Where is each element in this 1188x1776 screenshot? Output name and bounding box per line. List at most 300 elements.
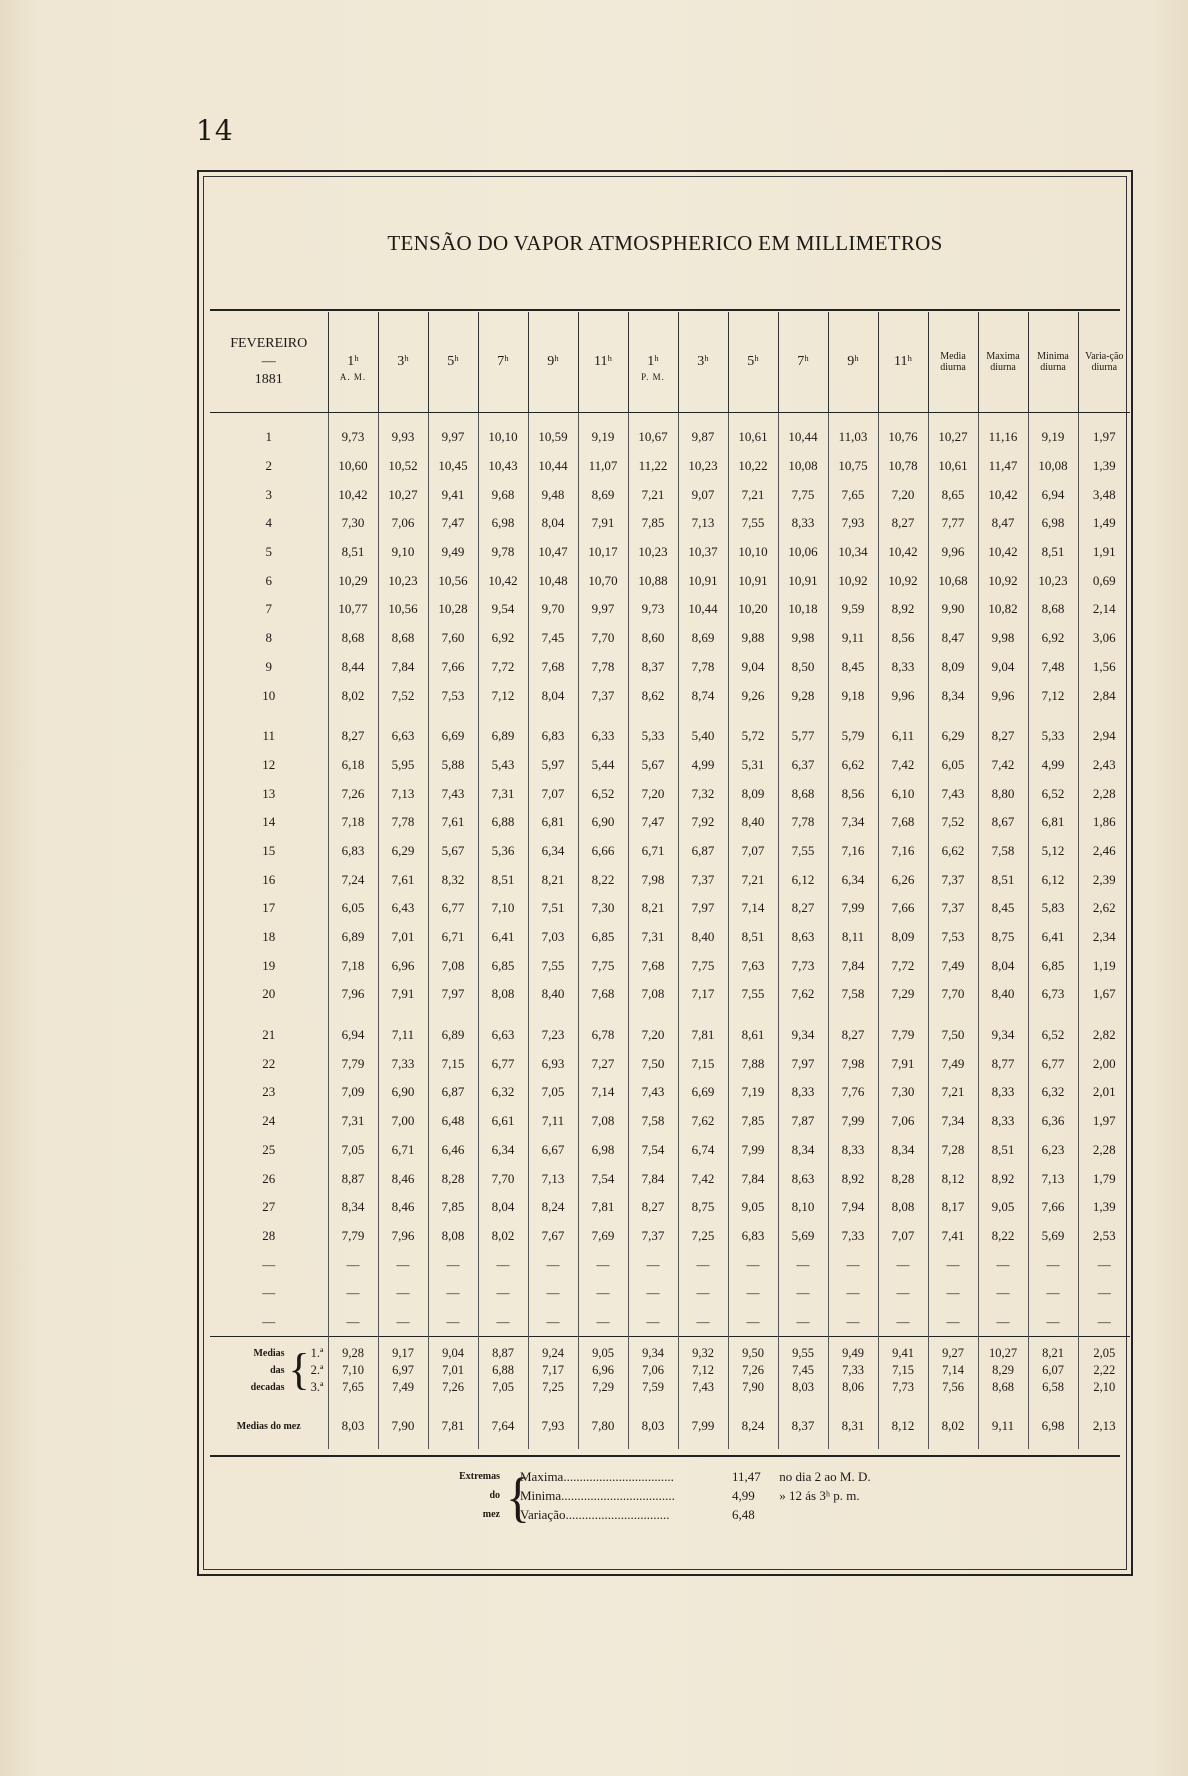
- value-cell: 7,37: [628, 1222, 678, 1251]
- value-cell: 6,32: [1028, 1078, 1078, 1107]
- table-row: [210, 1250, 1130, 1279]
- value-cell: 7,42: [978, 751, 1028, 780]
- value-cell: 6,88: [478, 808, 528, 837]
- value-cell: 8,40: [728, 808, 778, 837]
- value-cell: 5,33: [1028, 722, 1078, 751]
- value-cell: 9,07: [678, 480, 728, 509]
- value-cell: 7,84: [628, 1164, 678, 1193]
- value-cell: 7,28: [928, 1136, 978, 1165]
- value-cell: 8,62: [628, 681, 678, 710]
- value-cell: —: [678, 1250, 728, 1279]
- value-cell: 6,89: [428, 1021, 478, 1050]
- value-cell: 9,96: [878, 681, 928, 710]
- value-cell: 9,70: [528, 595, 578, 624]
- value-cell: 10,37: [678, 538, 728, 567]
- extremes-rows: [520, 1467, 871, 1524]
- value-cell: 7,06: [878, 1107, 928, 1136]
- value-cell: —: [878, 1279, 928, 1308]
- value-cell: 6,62: [928, 837, 978, 866]
- value-cell: 10,70: [578, 566, 628, 595]
- value-cell: 7,32: [678, 779, 728, 808]
- value-cell: 8,33: [978, 1078, 1028, 1107]
- value-cell: 7,37: [928, 894, 978, 923]
- value-cell: 9,28: [778, 681, 828, 710]
- value-cell: 10,27: [928, 413, 978, 452]
- table-row: [210, 566, 1130, 595]
- value-cell: 10,78: [878, 452, 928, 481]
- month-mean-cell: 8,03: [328, 1403, 378, 1449]
- value-cell: 8,80: [978, 779, 1028, 808]
- value-cell: —: [428, 1279, 478, 1308]
- value-cell: 8,21: [628, 894, 678, 923]
- value-cell: 7,30: [578, 894, 628, 923]
- value-cell: 10,08: [778, 452, 828, 481]
- value-cell: 7,94: [828, 1193, 878, 1222]
- table-row: [210, 681, 1130, 710]
- value-cell: 7,70: [928, 980, 978, 1009]
- value-cell: 8,40: [678, 923, 728, 952]
- value-cell: 10,88: [628, 566, 678, 595]
- value-cell: 8,27: [628, 1193, 678, 1222]
- month-extremes: [210, 1455, 1120, 1528]
- value-cell: 1,67: [1078, 980, 1130, 1009]
- value-cell: 7,66: [878, 894, 928, 923]
- value-cell: 7,08: [628, 980, 678, 1009]
- value-cell: 6,77: [478, 1049, 528, 1078]
- decade-mean-cell: [528, 1337, 578, 1404]
- month-mean-cell: 8,31: [828, 1403, 878, 1449]
- value-cell: 6,98: [1028, 509, 1078, 538]
- value-cell: 7,07: [728, 837, 778, 866]
- value-cell: 8,02: [478, 1222, 528, 1251]
- value-cell: 6,63: [478, 1021, 528, 1050]
- value-cell: —: [778, 1250, 828, 1279]
- hour-header-1am: 1ʰ A. M.: [328, 312, 378, 413]
- value-cell: 10,61: [928, 452, 978, 481]
- table-row: [210, 951, 1130, 980]
- value-cell: 9,59: [828, 595, 878, 624]
- decade-mean-value: 9,41: [892, 1345, 914, 1360]
- decade-mean-cell: [1028, 1337, 1078, 1404]
- extreme-row-variacao: [520, 1505, 871, 1524]
- value-cell: 7,05: [528, 1078, 578, 1107]
- am-label: A. M.: [339, 372, 367, 382]
- value-cell: 6,98: [578, 1136, 628, 1165]
- value-cell: 8,60: [628, 624, 678, 653]
- value-cell: 5,33: [628, 722, 678, 751]
- decade-mean-value: 7,01: [442, 1362, 464, 1377]
- value-cell: 10,60: [328, 452, 378, 481]
- value-cell: 9,04: [978, 653, 1028, 682]
- value-cell: 10,23: [628, 538, 678, 567]
- value-cell: 7,87: [778, 1107, 828, 1136]
- value-cell: 7,37: [928, 865, 978, 894]
- value-cell: 10,77: [328, 595, 378, 624]
- decade-mean-value: 7,26: [742, 1362, 764, 1377]
- value-cell: 7,75: [578, 951, 628, 980]
- decade-means-label: Medias das decadas { 1.ª 2.ª 3.ª: [210, 1337, 328, 1404]
- value-cell: 7,66: [428, 653, 478, 682]
- value-cell: —: [578, 1279, 628, 1308]
- month-dash: —: [261, 354, 276, 369]
- value-cell: —: [378, 1279, 428, 1308]
- day-cell: 19: [262, 957, 276, 973]
- value-cell: 5,69: [1028, 1222, 1078, 1251]
- value-cell: 10,75: [828, 452, 878, 481]
- value-cell: 7,55: [778, 837, 828, 866]
- value-cell: 9,41: [428, 480, 478, 509]
- decade-mean-cell: [678, 1337, 728, 1404]
- value-cell: 8,68: [328, 624, 378, 653]
- value-cell: 1,49: [1078, 509, 1130, 538]
- value-cell: 8,61: [728, 1021, 778, 1050]
- value-cell: 7,50: [928, 1021, 978, 1050]
- day-cell: 23: [262, 1084, 276, 1100]
- value-cell: 8,51: [728, 923, 778, 952]
- value-cell: 9,19: [1028, 413, 1078, 452]
- value-cell: 1,97: [1078, 1107, 1130, 1136]
- value-cell: 7,16: [878, 837, 928, 866]
- table-row: [210, 480, 1130, 509]
- value-cell: 6,85: [478, 951, 528, 980]
- decade-mean-value: 9,27: [942, 1345, 964, 1360]
- value-cell: 8,40: [978, 980, 1028, 1009]
- value-cell: —: [1028, 1308, 1078, 1337]
- value-cell: 7,45: [528, 624, 578, 653]
- decade-mean-cell: [378, 1337, 428, 1404]
- value-cell: —: [678, 1279, 728, 1308]
- day-cell: 4: [265, 515, 272, 531]
- value-cell: 8,46: [378, 1193, 428, 1222]
- extremes-brace: {: [506, 1465, 530, 1528]
- month-header: [210, 312, 328, 413]
- value-cell: —: [778, 1308, 828, 1337]
- value-cell: 7,79: [328, 1222, 378, 1251]
- value-cell: 7,09: [328, 1078, 378, 1107]
- value-cell: —: [528, 1279, 578, 1308]
- value-cell: 8,63: [778, 1164, 828, 1193]
- value-cell: —: [728, 1279, 778, 1308]
- year-label: 1881: [254, 372, 283, 387]
- extreme-name: Variação................................: [520, 1507, 670, 1522]
- value-cell: 5,72: [728, 722, 778, 751]
- value-cell: 6,26: [878, 865, 928, 894]
- value-cell: 7,34: [828, 808, 878, 837]
- value-cell: 9,49: [428, 538, 478, 567]
- value-cell: 9,93: [378, 413, 428, 452]
- value-cell: 7,75: [778, 480, 828, 509]
- value-cell: 7,88: [728, 1049, 778, 1078]
- value-cell: 8,04: [978, 951, 1028, 980]
- value-cell: 6,90: [578, 808, 628, 837]
- value-cell: 6,90: [378, 1078, 428, 1107]
- value-cell: 8,74: [678, 681, 728, 710]
- value-cell: 6,52: [1028, 1021, 1078, 1050]
- day-cell: 9: [265, 658, 272, 674]
- value-cell: 7,99: [728, 1136, 778, 1165]
- value-cell: —: [1078, 1308, 1130, 1337]
- value-cell: 7,43: [628, 1078, 678, 1107]
- value-cell: 8,51: [328, 538, 378, 567]
- month-mean-cell: 8,03: [628, 1403, 678, 1449]
- value-cell: 6,77: [1028, 1049, 1078, 1078]
- decade-mean-value: 6,07: [1042, 1362, 1064, 1377]
- value-cell: 7,07: [878, 1222, 928, 1251]
- value-cell: 7,19: [728, 1078, 778, 1107]
- value-cell: 6,52: [1028, 779, 1078, 808]
- value-cell: 9,73: [628, 595, 678, 624]
- table-row: [210, 980, 1130, 1009]
- decade-means-row: [210, 1337, 1130, 1404]
- value-cell: 7,84: [378, 653, 428, 682]
- value-cell: 1,56: [1078, 653, 1130, 682]
- value-cell: 6,41: [478, 923, 528, 952]
- value-cell: 7,31: [328, 1107, 378, 1136]
- value-cell: 7,97: [678, 894, 728, 923]
- value-cell: 8,33: [778, 509, 828, 538]
- decade-mean-value: 7,26: [442, 1379, 464, 1394]
- value-cell: 7,14: [728, 894, 778, 923]
- value-cell: 8,67: [978, 808, 1028, 837]
- value-cell: 7,52: [378, 681, 428, 710]
- decade-mean-cell: [478, 1337, 528, 1404]
- value-cell: 6,92: [478, 624, 528, 653]
- value-cell: 8,63: [778, 923, 828, 952]
- day-cell: 24: [262, 1113, 276, 1129]
- value-cell: 7,11: [378, 1021, 428, 1050]
- value-cell: —: [378, 1250, 428, 1279]
- value-cell: 8,92: [878, 595, 928, 624]
- value-cell: 7,73: [778, 951, 828, 980]
- value-cell: 7,33: [828, 1222, 878, 1251]
- value-cell: 6,85: [1028, 951, 1078, 980]
- value-cell: 9,78: [478, 538, 528, 567]
- value-cell: 11,22: [628, 452, 678, 481]
- value-cell: 6,33: [578, 722, 628, 751]
- value-cell: 9,96: [928, 538, 978, 567]
- value-cell: 7,43: [428, 779, 478, 808]
- value-cell: 7,27: [578, 1049, 628, 1078]
- value-cell: 1,91: [1078, 538, 1130, 567]
- value-cell: 8,92: [978, 1164, 1028, 1193]
- value-cell: 5,95: [378, 751, 428, 780]
- value-cell: 7,78: [578, 653, 628, 682]
- value-cell: 6,52: [578, 779, 628, 808]
- decade-mean-value: 9,32: [692, 1345, 714, 1360]
- day-cell: 26: [262, 1170, 276, 1186]
- table-row: [210, 452, 1130, 481]
- value-cell: 4,99: [678, 751, 728, 780]
- value-cell: 2,00: [1078, 1049, 1130, 1078]
- value-cell: 8,50: [778, 653, 828, 682]
- value-cell: 6,41: [1028, 923, 1078, 952]
- decade-mean-value: 2,10: [1093, 1379, 1116, 1394]
- pm-label: P. M.: [641, 372, 665, 382]
- decade-mean-value: 10,27: [988, 1345, 1018, 1360]
- value-cell: 10,18: [778, 595, 828, 624]
- value-cell: 10,42: [878, 538, 928, 567]
- decade-mean-value: 7,06: [642, 1362, 664, 1377]
- decade-mean-cell: [578, 1337, 628, 1404]
- value-cell: 8,69: [578, 480, 628, 509]
- table-row: [210, 538, 1130, 567]
- value-cell: 10,45: [428, 452, 478, 481]
- value-cell: 7,68: [528, 653, 578, 682]
- value-cell: 6,05: [328, 894, 378, 923]
- hour-header-5am: 5ʰ: [428, 312, 478, 413]
- value-cell: 6,67: [528, 1136, 578, 1165]
- day-cell: 15: [262, 842, 276, 858]
- decade-mean-value: 7,10: [342, 1362, 364, 1377]
- day-cell: 16: [262, 871, 276, 887]
- value-cell: 7,05: [328, 1136, 378, 1165]
- value-cell: 6,11: [878, 722, 928, 751]
- value-cell: 8,33: [978, 1107, 1028, 1136]
- value-cell: 8,11: [828, 923, 878, 952]
- day-cell: 17: [262, 900, 276, 916]
- value-cell: 9,05: [978, 1193, 1028, 1222]
- value-cell: 7,52: [928, 808, 978, 837]
- value-cell: 2,46: [1078, 837, 1130, 866]
- value-cell: 9,34: [978, 1021, 1028, 1050]
- value-cell: 10,23: [678, 452, 728, 481]
- value-cell: 10,92: [828, 566, 878, 595]
- value-cell: 10,42: [478, 566, 528, 595]
- value-cell: 6,92: [1028, 624, 1078, 653]
- hour-header-5pm: 5ʰ: [728, 312, 778, 413]
- value-cell: 3,48: [1078, 480, 1130, 509]
- value-cell: 7,30: [878, 1078, 928, 1107]
- value-cell: 6,46: [428, 1136, 478, 1165]
- value-cell: 7,61: [428, 808, 478, 837]
- value-cell: 6,94: [1028, 480, 1078, 509]
- decade-spacer: [210, 1009, 1130, 1021]
- table-row: [210, 1107, 1130, 1136]
- value-cell: 2,01: [1078, 1078, 1130, 1107]
- value-cell: 7,14: [578, 1078, 628, 1107]
- value-cell: 4,99: [1028, 751, 1078, 780]
- day-cell: 10: [262, 687, 276, 703]
- value-cell: 6,81: [528, 808, 578, 837]
- value-cell: 6,18: [328, 751, 378, 780]
- value-cell: 8,27: [778, 894, 828, 923]
- month-mean-cell: 8,37: [778, 1403, 828, 1449]
- decade-mean-value: 7,17: [542, 1362, 564, 1377]
- value-cell: —: [628, 1250, 678, 1279]
- value-cell: 6,05: [928, 751, 978, 780]
- value-cell: 5,69: [778, 1222, 828, 1251]
- decade-mean-cell: [328, 1337, 378, 1404]
- value-cell: 7,81: [678, 1021, 728, 1050]
- month-mean-cell: 8,02: [928, 1403, 978, 1449]
- vapor-tension-table: [210, 312, 1130, 1449]
- table-row: [210, 1021, 1130, 1050]
- value-cell: —: [878, 1308, 928, 1337]
- value-cell: —: [978, 1308, 1028, 1337]
- table-row: [210, 923, 1130, 952]
- value-cell: 7,03: [528, 923, 578, 952]
- month-mean-cell: 2,13: [1078, 1403, 1130, 1449]
- month-mean-cell: 8,24: [728, 1403, 778, 1449]
- decade-mean-value: 9,05: [592, 1345, 614, 1360]
- value-cell: 2,82: [1078, 1021, 1130, 1050]
- decade-mean-value: 8,29: [992, 1362, 1014, 1377]
- value-cell: 5,67: [428, 837, 478, 866]
- value-cell: 8,28: [878, 1164, 928, 1193]
- decade-mean-value: 8,06: [842, 1379, 864, 1394]
- value-cell: 8,10: [778, 1193, 828, 1222]
- value-cell: 8,37: [628, 653, 678, 682]
- value-cell: 5,36: [478, 837, 528, 866]
- value-cell: 11,07: [578, 452, 628, 481]
- value-cell: 8,69: [678, 624, 728, 653]
- value-cell: 8,33: [778, 1078, 828, 1107]
- decade-mean-value: 7,43: [692, 1379, 714, 1394]
- value-cell: 7,37: [678, 865, 728, 894]
- value-cell: 10,42: [978, 538, 1028, 567]
- value-cell: 7,70: [578, 624, 628, 653]
- value-cell: 2,14: [1078, 595, 1130, 624]
- value-cell: 7,98: [628, 865, 678, 894]
- value-cell: 9,87: [678, 413, 728, 452]
- maxima-header: Maxima diurna: [978, 312, 1028, 413]
- decade-mean-value: 6,96: [592, 1362, 614, 1377]
- value-cell: 6,87: [428, 1078, 478, 1107]
- decade-mean-value: 9,49: [842, 1345, 864, 1360]
- table-row: [210, 1222, 1130, 1251]
- value-cell: 10,52: [378, 452, 428, 481]
- value-cell: 7,23: [528, 1021, 578, 1050]
- value-cell: 6,71: [378, 1136, 428, 1165]
- value-cell: 2,62: [1078, 894, 1130, 923]
- value-cell: 7,50: [628, 1049, 678, 1078]
- table-body: [210, 413, 1130, 1450]
- value-cell: 9,04: [728, 653, 778, 682]
- value-cell: 7,54: [628, 1136, 678, 1165]
- value-cell: —: [478, 1250, 528, 1279]
- value-cell: —: [328, 1279, 378, 1308]
- value-cell: 10,44: [528, 452, 578, 481]
- table-row: [210, 837, 1130, 866]
- value-cell: 6,78: [578, 1021, 628, 1050]
- value-cell: 7,72: [878, 951, 928, 980]
- value-cell: 1,79: [1078, 1164, 1130, 1193]
- day-cell: 22: [262, 1055, 276, 1071]
- decade-mean-value: 7,90: [742, 1379, 764, 1394]
- value-cell: 1,19: [1078, 951, 1130, 980]
- value-cell: 7,55: [728, 509, 778, 538]
- day-cell: 2: [265, 458, 272, 474]
- value-cell: 2,28: [1078, 1136, 1130, 1165]
- value-cell: 7,21: [928, 1078, 978, 1107]
- value-cell: 7,63: [728, 951, 778, 980]
- value-cell: 6,83: [528, 722, 578, 751]
- value-cell: 7,15: [428, 1049, 478, 1078]
- value-cell: —: [728, 1250, 778, 1279]
- value-cell: 7,16: [828, 837, 878, 866]
- value-cell: 9,11: [828, 624, 878, 653]
- value-cell: 7,47: [628, 808, 678, 837]
- table-row: [210, 779, 1130, 808]
- table-row: [210, 1164, 1130, 1193]
- page-number: 14: [196, 114, 234, 147]
- value-cell: 6,94: [328, 1021, 378, 1050]
- value-cell: 7,99: [828, 894, 878, 923]
- value-cell: 6,63: [378, 722, 428, 751]
- value-cell: 7,26: [328, 779, 378, 808]
- value-cell: —: [578, 1250, 628, 1279]
- hour-header-9pm: 9ʰ: [828, 312, 878, 413]
